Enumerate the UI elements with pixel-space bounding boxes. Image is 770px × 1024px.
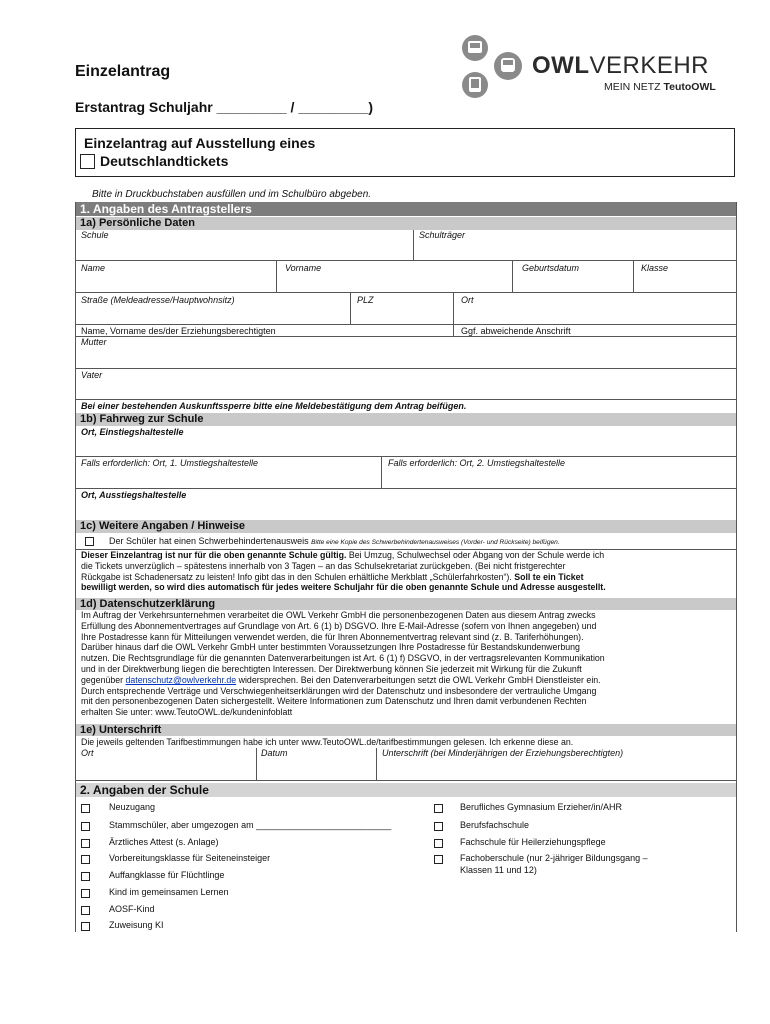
checkbox-stammschueler[interactable]	[81, 822, 90, 831]
label-signature: Unterschrift (bei Minderjährigen der Erziehungsberechtigten)	[382, 748, 624, 758]
checkbox-vorbereitungsklasse[interactable]	[81, 855, 90, 864]
input-umstieg-2[interactable]	[382, 456, 736, 488]
option-stammschueler: Stammschüler, aber umgezogen am ___________________________	[109, 820, 392, 830]
application-type-box	[75, 128, 735, 177]
auskunftssperre-note: Bei einer bestehenden Auskunftssperre bitte eine Meldebestätigung dem Antrag beifügen.	[81, 401, 467, 411]
option-heilerziehungspflege: Fachschule für Heilerziehungspflege	[460, 837, 606, 847]
section-1d-header: 1d) Datenschutzerklärung	[76, 598, 736, 610]
input-vater[interactable]	[76, 368, 736, 400]
box-title-line2: Deutschlandtickets	[100, 153, 229, 169]
label-sign-ort: Ort	[81, 748, 94, 758]
input-sign-ort[interactable]	[76, 748, 256, 780]
option-fachoberschule: Fachoberschule (nur 2-jähriger Bildungsgang –	[460, 853, 648, 863]
option-aosf: AOSF-Kind	[109, 904, 155, 914]
checkbox-auffangklasse[interactable]	[81, 872, 90, 881]
checkbox-berufliches-gymnasium[interactable]	[434, 804, 443, 813]
checkbox-fachoberschule[interactable]	[434, 855, 443, 864]
schwerbehindert-label: Der Schüler hat einen Schwerbehindertenausweis Bitte eine Kopie des Schwerbehindertenausweises (Vorder- und Rückseite) beifügen.	[109, 536, 560, 546]
checkbox-zuweisung-ki[interactable]	[81, 922, 90, 931]
input-mutter[interactable]	[76, 336, 736, 368]
checkbox-neuzugang[interactable]	[81, 804, 90, 813]
label-sign-datum: Datum	[261, 748, 288, 758]
input-ausstiegshaltestelle[interactable]	[76, 488, 736, 518]
label-geburtsdatum: Geburtsdatum	[522, 263, 580, 273]
option-fachoberschule-cont: Klassen 11 und 12)	[460, 865, 537, 875]
label-klasse: Klasse	[641, 263, 669, 273]
option-neuzugang: Neuzugang	[109, 802, 156, 812]
input-schultraeger[interactable]	[414, 230, 736, 260]
input-signature[interactable]	[377, 748, 736, 780]
option-auffangklasse: Auffangklasse für Flüchtlinge	[109, 870, 225, 880]
input-sign-datum[interactable]	[257, 748, 376, 780]
label-umstieg-1: Falls erforderlich: Ort, 1. Umstiegshaltestelle	[81, 458, 259, 468]
label-mutter: Mutter	[81, 337, 107, 347]
application-form	[75, 202, 737, 932]
label-abweichende-anschrift: Ggf. abweichende Anschrift	[461, 326, 571, 336]
logo-brand: OWLVERKEHR	[532, 52, 710, 79]
input-vorname[interactable]	[277, 260, 512, 292]
label-schule: Schule	[81, 230, 109, 240]
section-1b-header: 1b) Fahrweg zur Schule	[76, 413, 736, 426]
option-berufsfachschule: Berufsfachschule	[460, 820, 530, 830]
input-plz[interactable]	[351, 292, 453, 324]
checkbox-berufsfachschule[interactable]	[434, 822, 443, 831]
label-umstieg-2: Falls erforderlich: Ort, 2. Umstiegshaltestelle	[388, 458, 566, 468]
input-name[interactable]	[76, 260, 276, 292]
section-1c-header: 1c) Weitere Angaben / Hinweise	[76, 520, 736, 533]
input-einstiegshaltestelle[interactable]	[76, 426, 736, 456]
input-geburtsdatum[interactable]	[513, 260, 633, 292]
label-einstiegshaltestelle: Ort, Einstiegshaltestelle	[81, 427, 184, 437]
deutschlandticket-checkbox[interactable]	[80, 154, 95, 169]
section-1a-header: 1a) Persönliche Daten	[76, 217, 736, 230]
label-erziehungsberechtigte: Name, Vorname des/der Erziehungsberechtigten	[81, 326, 276, 336]
option-zuweisung-ki: Zuweisung KI	[109, 920, 164, 930]
privacy-paragraph: Im Auftrag der Verkehrsunternehmen verarbeitet die OWL Verkehr GmbH die personenbezogenen Daten aus diesem Antrag zwecks Erfüllung des Abonnementvertrages auf Grundlage von Art. 6 (1) b) DSGVO. Ihre E-Mail-Adresse (sofern von Ihnen angegeben) und Ihre Postadresse kann für Mitteilungen verwendet werden, die für Ihren Abonnementvertrag relevant sind (z. B. Tariferhöhungen). Darüber hinaus darf die OWL Verkehr GmbH unter bestimmten Voraussetzungen Ihre Postadresse für Bestandskundenwerbung nutzen. Die Rechtsgrundlage für die genannten Datenverarbeitungen ist Art. 6 (1) f) DSGVO, in der vertragsrelevanten Kommunikation und in der Direktwerbung liegen die berechtigten Interessen. Der Direktwerbung können Sie jederzeit mit Wirkung für die Zukunft gegenüber datenschutz@owlverkehr.de widersprechen. Bei den Datenverarbeitungen setzt die OWL Verkehr GmbH Dienstleister ein. Durch entsprechende Verträge und Verschwiegenheitserklärungen wird der Datenschutz und insbesondere der vertrauliche Umgang mit den personenbezogenen Daten sichergestellt. Weitere Informationen zum Datenschutz und Ihren damit verbundenen Rechten erhalten Sie unter: www.TeutoOWL.de/kundeninfoblatt	[81, 610, 605, 718]
input-strasse[interactable]	[76, 292, 350, 324]
checkbox-attest[interactable]	[81, 839, 90, 848]
logo-tagline: MEIN NETZ TeutoOWL	[604, 81, 716, 93]
page-title: Einzelantrag	[75, 63, 171, 80]
label-vater: Vater	[81, 370, 103, 380]
bus-train-bike-icon	[458, 33, 533, 103]
fill-instruction: Bitte in Druckbuchstaben ausfüllen und im Schulbüro abgeben.	[92, 189, 372, 200]
label-ort: Ort	[461, 295, 474, 305]
label-ausstiegshaltestelle: Ort, Ausstiegshaltestelle	[81, 490, 187, 500]
label-strasse: Straße (Meldeadresse/Hauptwohnsitz)	[81, 295, 235, 305]
checkbox-heilerziehungspflege[interactable]	[434, 839, 443, 848]
input-klasse[interactable]	[634, 260, 736, 292]
option-vorbereitungsklasse: Vorbereitungsklasse für Seiteneinsteiger	[109, 853, 271, 863]
checkbox-aosf[interactable]	[81, 906, 90, 915]
section-1e-header: 1e) Unterschrift	[76, 724, 736, 736]
tariff-statement: Die jeweils geltenden Tarifbestimmungen habe ich unter www.TeutoOWL.de/tarifbestimmungen gelesen. Ich erkenne diese an.	[81, 737, 574, 747]
option-gemeinsames-lernen: Kind im gemeinsamen Lernen	[109, 887, 229, 897]
section-2-header: 2. Angaben der Schule	[76, 783, 736, 797]
label-vorname: Vorname	[285, 263, 322, 273]
section-1-header: 1. Angaben des Antragstellers	[76, 202, 736, 216]
input-schule[interactable]	[76, 230, 413, 260]
checkbox-gemeinsames-lernen[interactable]	[81, 889, 90, 898]
input-ort[interactable]	[454, 292, 736, 324]
privacy-email-link[interactable]: datenschutz@owlverkehr.de	[125, 674, 237, 685]
input-umstieg-1[interactable]	[76, 456, 381, 488]
validity-paragraph: Dieser Einzelantrag ist nur für die oben genannte Schule gültig. Bei Umzug, Schulwechsel oder Abgang von der Schule werde ich die Tickets unverzüglich – spätestens innerhalb von 3 Tagen – an das Schulsekretariat zurückgeben. (Bei nicht fristgerechter Rückgabe ist Schadenersatz zu leisten! Info gibt das in den Schulen erhältliche Merkblatt „Schülerfahrkosten“). Soll te ein Ticket bewilligt werden, so wird dies automatisch für jedes weitere Schuljahr für die oben genannte Schule und Adresse ausgestellt.	[81, 550, 606, 593]
schwerbehindert-checkbox[interactable]	[85, 537, 94, 546]
box-title-line1: Einzelantrag auf Ausstellung eines	[84, 135, 316, 151]
label-plz: PLZ	[357, 295, 374, 305]
option-berufliches-gymnasium: Berufliches Gymnasium Erzieher/in/AHR	[460, 802, 623, 812]
label-schultraeger: Schulträger	[419, 230, 466, 240]
label-name: Name	[81, 263, 106, 273]
option-attest: Ärztliches Attest (s. Anlage)	[109, 837, 219, 847]
school-year-line: Erstantrag Schuljahr _________ / _________)	[75, 99, 374, 115]
